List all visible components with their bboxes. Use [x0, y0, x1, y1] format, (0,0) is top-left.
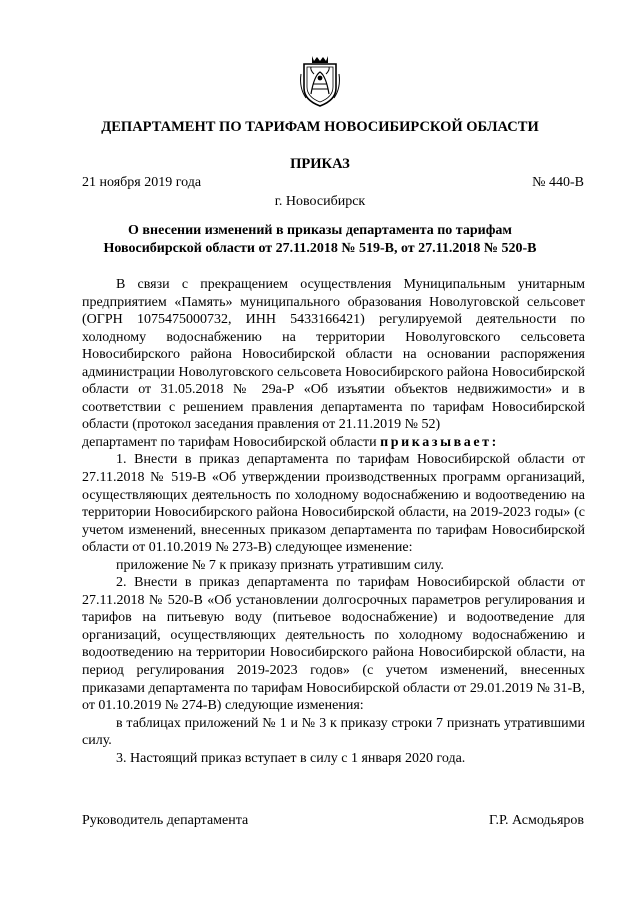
item-1-sub-paragraph: приложение № 7 к приказу признать утратившим силу. — [116, 557, 444, 573]
signatory-name: Г.Р. Асмодьяров — [488, 813, 584, 828]
intro-tail-text: департамент по тарифам Новосибирской области — [82, 434, 377, 450]
order-subject: О внесении изменений в приказы департамента по тарифам Новосибирской области от 27.11.2018 № 519-В, от 27.11.2018 № 520-В — [103, 223, 537, 256]
document-type: ПРИКАЗ — [290, 156, 350, 172]
item-2-paragraph: 2. Внести в приказ департамента по тарифам Новосибирской области от 27.11.2018 № 520-В «Об установлении долгосрочных параметров регулирования и тарифов на питьевую воду (питьевое водоснабжение) и водоотведение для организаций, осуществляющих деятельность по холодному водоснабжению и водоотведению на территории Новосибирского района Новосибирской области, на период регулирования 2019-2023 годов» (с учетом изменений, внесенных приказами департамента по тарифам Новосибирской области от 29.01.2019 № 31-В, от 01.10.2019 № 274-В) следующие изменения: — [82, 575, 585, 714]
intro-paragraph: В связи с прекращением осуществления Муниципальным унитарным предприятием «Память» муниципального образования Новолуговской сельсовет (ОГРН 1075475000732, ИНН 5433166421) регулируемой деятельности по холодному водоснабжению на территории Новолуговского сельсовета Новосибирского района Новосибирской области на основании распоряжения администрации Новолуговского сельсовета Новосибирского района Новосибирской области от 31.05.2018 № 29а-Р «Об изъятии объектов недвижимости» и в соответствии с решением правления департамента по тарифам Новосибирской области (протокол заседания правления от 21.11.2019 № 52) — [82, 277, 585, 433]
city: г. Новосибирск — [274, 194, 366, 209]
intro-tail-paragraph — [82, 434, 585, 452]
signatory-position: Руководитель департамента — [82, 813, 249, 828]
orders-word: приказывает: — [380, 434, 499, 450]
coat-of-arms-icon — [298, 54, 342, 108]
order-date: 21 ноября 2019 года — [82, 175, 202, 190]
item-2-sub-paragraph: в таблицах приложений № 1 и № 3 к приказу строки 7 признать утратившими силу. — [82, 715, 585, 749]
department-title: ДЕПАРТАМЕНТ ПО ТАРИФАМ НОВОСИБИРСКОЙ ОБЛАСТИ — [101, 119, 539, 135]
item-1-paragraph: 1. Внести в приказ департамента по тарифам Новосибирской области от 27.11.2018 № 519-В «Об утверждении производственных программ организаций, осуществляющих деятельность по холодному водоснабжению и водоотведению на территории Новосибирского района Новосибирской области, на 2019-2023 годы» (с учетом изменений, внесенных приказом департамента по тарифам Новосибирской области от 01.10.2019 № 273-В) следующее изменение: — [82, 452, 585, 556]
order-body — [82, 276, 585, 767]
item-3-paragraph: 3. Настоящий приказ вступает в силу с 1 января 2020 года. — [116, 750, 466, 766]
order-number: № 440-В — [532, 175, 584, 190]
